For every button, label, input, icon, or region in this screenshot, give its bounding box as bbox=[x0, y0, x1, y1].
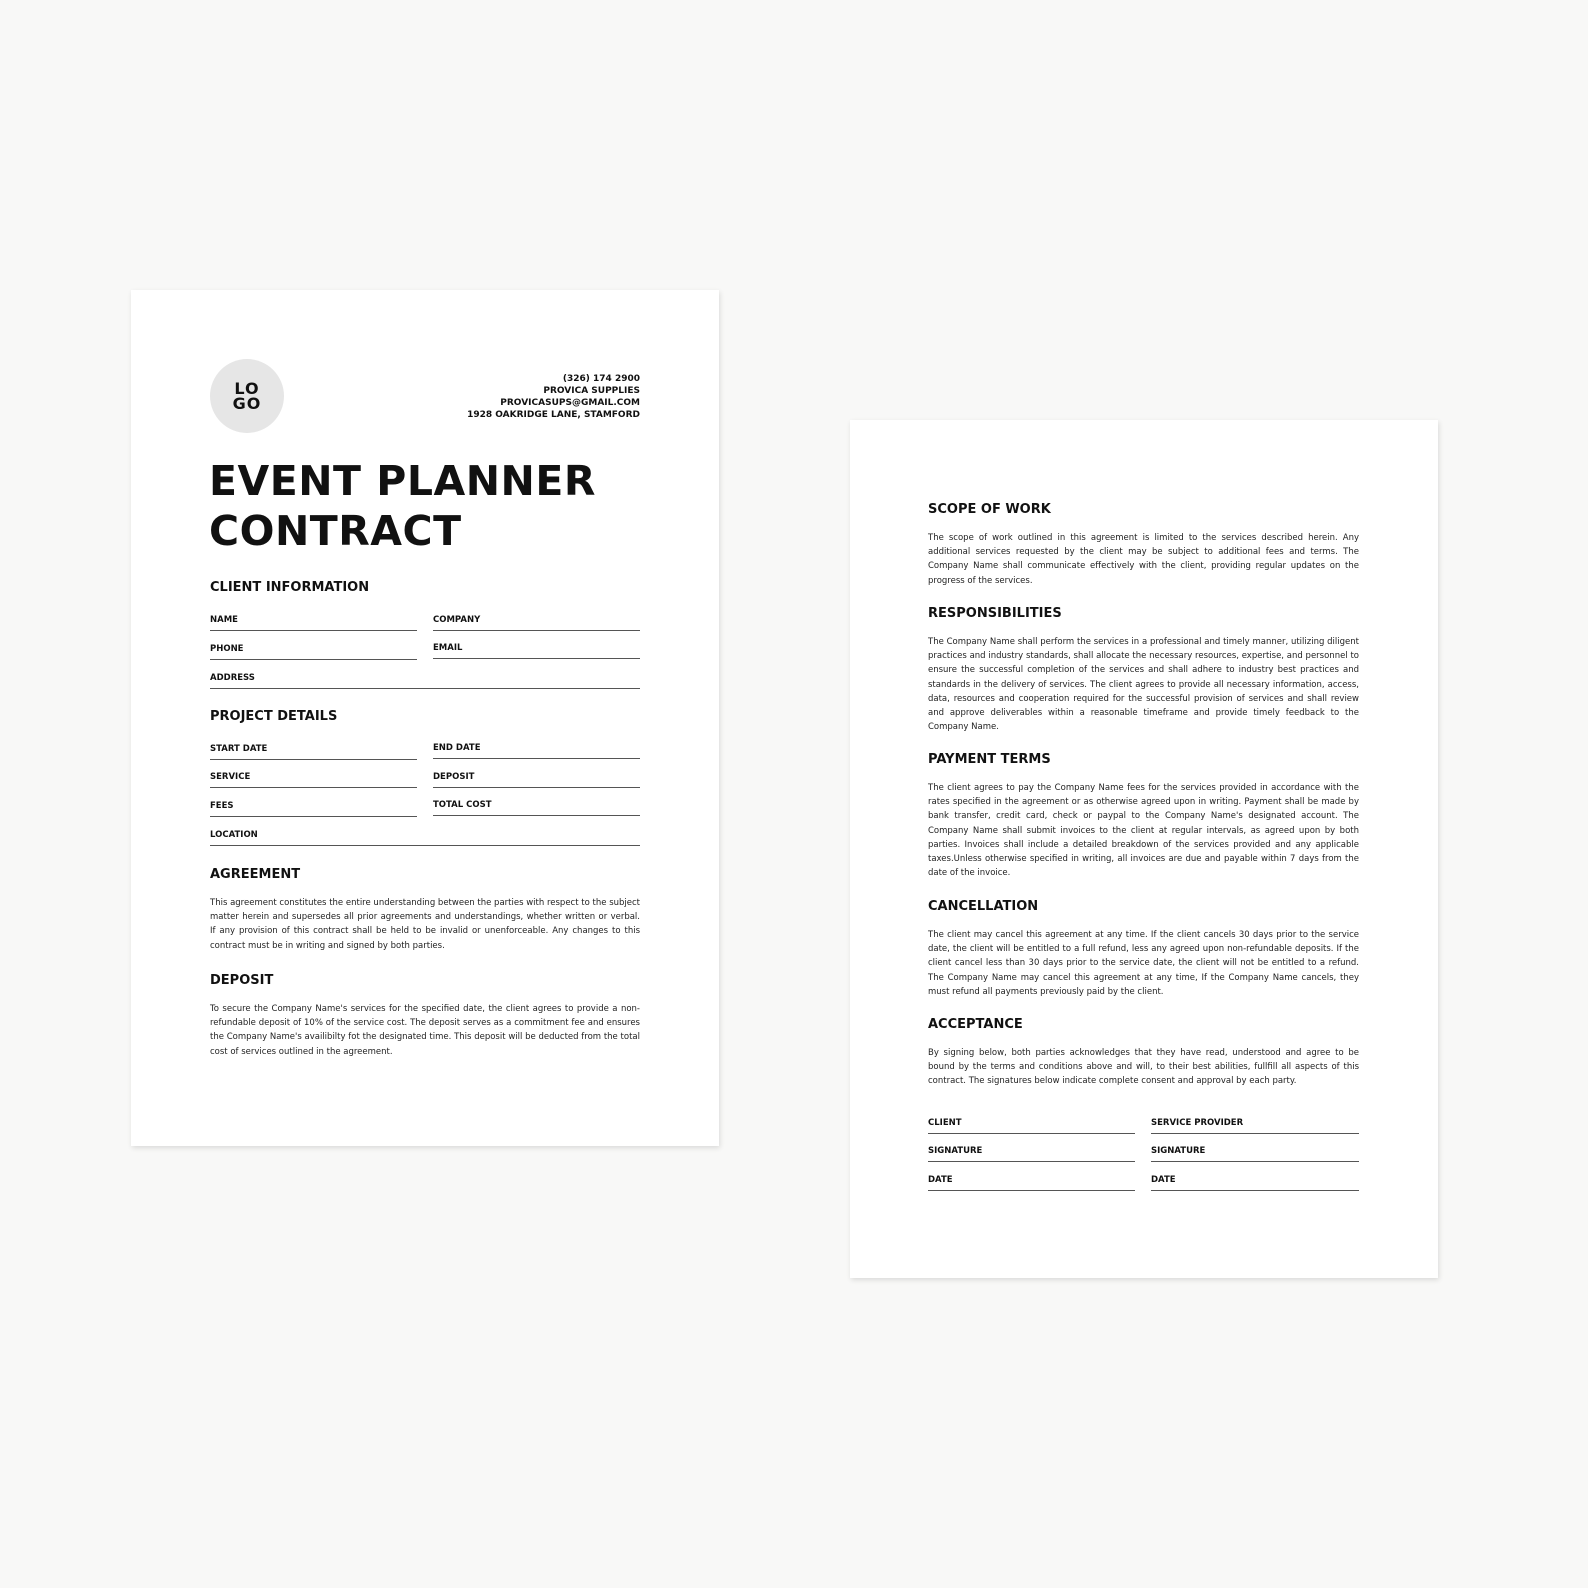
responsibilities-heading: RESPONSIBILITIES bbox=[928, 606, 1062, 621]
document-title bbox=[209, 456, 649, 556]
payment-terms-heading: PAYMENT TERMS bbox=[928, 752, 1051, 767]
client-phone-field[interactable] bbox=[210, 640, 417, 660]
provider-signature-label: SIGNATURE bbox=[1151, 1146, 1206, 1156]
client-information-heading: CLIENT INFORMATION bbox=[210, 580, 370, 595]
end-date-label: END DATE bbox=[433, 743, 481, 753]
client-signature-field[interactable] bbox=[928, 1142, 1135, 1162]
project-details-heading: PROJECT DETAILS bbox=[210, 709, 338, 724]
contact-phone: (326) 174 2900 bbox=[562, 374, 640, 384]
contact-email: PROVICASUPS@GMAIL.COM bbox=[500, 398, 640, 408]
company-contact-block bbox=[467, 373, 640, 421]
responsibilities-text: The Company Name shall perform the services in a professional and timely manner, utilizing diligent practices and industry standards, shall allocate the necessary resources, expertise, and personnel to ensure the successful completion of the services and shall adhere to industry best practices and standards in the delivery of services. The client agrees to provide all necessary information, access, data, resources and cooperation required for the successful provision of services and shall review and approve deliverables within a reasonable timeframe and provide timely feedback to the Company Name. bbox=[928, 637, 1359, 733]
provider-signature-field[interactable] bbox=[1151, 1142, 1359, 1162]
document-title-line-2: CONTRACT bbox=[209, 507, 462, 555]
deposit-text: To secure the Company Name's services for the specified date, the client agrees to provide a non-refundable deposit of 10% of the service cost. The deposit serves as a commitment fee and ensures the Company Name's availibilty fot the designated time. This deposit will be deducted from the total cost of services outlined in the agreement. bbox=[210, 1004, 640, 1057]
client-name-field[interactable] bbox=[210, 611, 417, 631]
location-label: LOCATION bbox=[210, 830, 258, 840]
total-cost-label: TOTAL COST bbox=[433, 800, 492, 810]
acceptance-text: By signing below, both parties acknowledges that they have read, understood and agree to be bound by the terms and conditions above and will, to their best abilities, fullfill all aspects of this contract. The signatures below indicate complete consent and approval by each party. bbox=[928, 1048, 1359, 1087]
client-company-field[interactable] bbox=[433, 611, 640, 631]
provider-date-field[interactable] bbox=[1151, 1171, 1359, 1191]
total-cost-field[interactable] bbox=[433, 796, 640, 816]
location-field[interactable] bbox=[210, 826, 640, 846]
fees-label: FEES bbox=[210, 801, 234, 811]
service-provider-label: SERVICE PROVIDER bbox=[1151, 1118, 1244, 1128]
payment-terms-text: The client agrees to pay the Company Name fees for the services provided in accordance with the rates specified in the agreement or as otherwise agreed upon in writing. Payment shall be made by bank transfer, credit card, check or paypal to the Company Name's designated account. The Company Name shall submit invoices to the client at regular intervals, as agreed upon by both parties. Invoices shall include a detailed breakdown of the services provided and any applicable taxes.Unless otherwise specified in writing, all invoices are due and payable within 7 days from the date of the invoice. bbox=[928, 783, 1359, 879]
agreement-heading: AGREEMENT bbox=[210, 867, 301, 882]
client-address-field[interactable] bbox=[210, 669, 640, 689]
deposit-label: DEPOSIT bbox=[433, 772, 475, 782]
contact-company: PROVICA SUPPLIES bbox=[543, 386, 640, 396]
deposit-field[interactable] bbox=[433, 768, 640, 788]
contract-page-2 bbox=[850, 420, 1438, 1278]
client-signature-label: SIGNATURE bbox=[928, 1146, 983, 1156]
start-date-field[interactable] bbox=[210, 740, 417, 760]
client-signatory-field[interactable] bbox=[928, 1114, 1135, 1134]
fees-field[interactable] bbox=[210, 797, 417, 817]
start-date-label: START DATE bbox=[210, 744, 268, 754]
service-field[interactable] bbox=[210, 768, 417, 788]
client-name-label: NAME bbox=[210, 615, 238, 625]
client-phone-label: PHONE bbox=[210, 644, 244, 654]
contract-page-1 bbox=[131, 290, 719, 1146]
provider-date-label: DATE bbox=[1151, 1175, 1176, 1185]
service-provider-field[interactable] bbox=[1151, 1114, 1359, 1134]
acceptance-heading: ACCEPTANCE bbox=[928, 1017, 1023, 1032]
scope-of-work-text: The scope of work outlined in this agreement is limited to the services described herein. Any additional services requested by the client may be subject to additional fees and terms. The Company Name shall communicate effectively with the client, providing regular updates on the progress of the services. bbox=[928, 533, 1359, 586]
scope-of-work-heading: SCOPE OF WORK bbox=[928, 502, 1051, 517]
client-email-label: EMAIL bbox=[433, 643, 463, 653]
client-email-field[interactable] bbox=[433, 639, 640, 659]
contact-address: 1928 OAKRIDGE LANE, STAMFORD bbox=[467, 410, 640, 420]
end-date-field[interactable] bbox=[433, 739, 640, 759]
client-signatory-label: CLIENT bbox=[928, 1118, 962, 1128]
document-title-line-1: EVENT PLANNER bbox=[209, 457, 596, 505]
client-company-label: COMPANY bbox=[433, 615, 481, 625]
agreement-text: This agreement constitutes the entire understanding between the parties with respect to the subject matter herein and supersedes all prior agreements and understandings, whether written or verbal. If any provision of this contract shall be held to be invalid or unenforceable. Any changes to this contract must be in writing and signed by both parties. bbox=[210, 898, 640, 951]
logo-text: LOGO bbox=[232, 379, 262, 413]
service-label: SERVICE bbox=[210, 772, 251, 782]
cancellation-text: The client may cancel this agreement at any time. If the client cancels 30 days prior to the service date, the client will be entitled to a full refund, less any agreed upon non-refundable deposits. If the client cancel less than 30 days prior to the service date, the client will not be entitled to a refund. The Company Name may cancel this agreement at any time, If the Company Name cancels, they must refund all payments previously paid by the client. bbox=[928, 930, 1359, 997]
client-date-field[interactable] bbox=[928, 1171, 1135, 1191]
client-date-label: DATE bbox=[928, 1175, 953, 1185]
logo-placeholder bbox=[210, 359, 284, 433]
cancellation-heading: CANCELLATION bbox=[928, 899, 1039, 914]
deposit-heading: DEPOSIT bbox=[210, 973, 274, 988]
client-address-label: ADDRESS bbox=[210, 673, 255, 683]
